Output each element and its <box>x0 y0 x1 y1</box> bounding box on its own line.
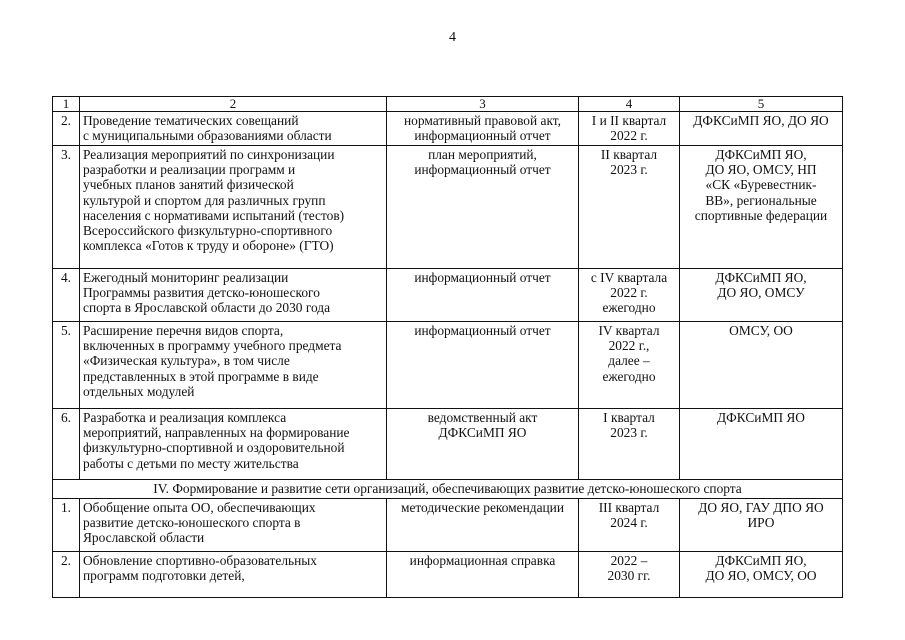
result-document: информационный отчет <box>387 269 579 322</box>
row-number: 2. <box>53 112 80 146</box>
activity-name: Ежегодный мониторинг реализации Программы развития детско-юношеского спорта в Ярославской области до 2030 года <box>80 269 387 322</box>
row-number: 5. <box>53 322 80 409</box>
responsible: ДФКСиМП ЯО, ДО ЯО, ОМСУ, НП «СК «Буревестник- ВВ», региональные спортивные федерации <box>680 146 843 269</box>
column-number-4: 4 <box>579 97 680 112</box>
responsible: ОМСУ, ОО <box>680 322 843 409</box>
plan-table <box>52 96 843 598</box>
deadline: I и II квартал 2022 г. <box>579 112 680 146</box>
responsible: ДФКСиМП ЯО <box>680 409 843 480</box>
result-document: информационный отчет <box>387 322 579 409</box>
responsible: ДФКСиМП ЯО, ДО ЯО, ОМСУ <box>680 269 843 322</box>
activity-name: Реализация мероприятий по синхронизации разработки и реализации программ и учебных планов занятий физической культурой и спортом для различных групп населения с нормативами испытаний (тестов) Всероссийского физкультурно-спортивного комплекса «Готов к труду и обороне» (ГТО) <box>80 146 387 269</box>
table-row <box>53 409 843 480</box>
row-number: 6. <box>53 409 80 480</box>
activity-name: Разработка и реализация комплекса мероприятий, направленных на формирование физкультурно-спортивной и оздоровительной работы с детьми по месту жительства <box>80 409 387 480</box>
result-document: информационная справка <box>387 552 579 598</box>
activity-name: Расширение перечня видов спорта, включенных в программу учебного предмета «Физическая культура», в том числе представленных в этой программе в виде отдельных модулей <box>80 322 387 409</box>
result-document: ведомственный акт ДФКСиМП ЯО <box>387 409 579 480</box>
table-row <box>53 552 843 598</box>
deadline: 2022 – 2030 гг. <box>579 552 680 598</box>
responsible: ДО ЯО, ГАУ ДПО ЯО ИРО <box>680 499 843 552</box>
activity-name: Обновление спортивно-образовательных программ подготовки детей, <box>80 552 387 598</box>
table-row <box>53 499 843 552</box>
row-number: 1. <box>53 499 80 552</box>
page-number: 4 <box>449 30 456 45</box>
result-document: методические рекомендации <box>387 499 579 552</box>
table-row <box>53 112 843 146</box>
table-row <box>53 146 843 269</box>
section-heading-row <box>53 480 843 499</box>
column-number-3: 3 <box>387 97 579 112</box>
activity-name: Проведение тематических совещаний с муниципальными образованиями области <box>80 112 387 146</box>
column-number-5: 5 <box>680 97 843 112</box>
column-number-row <box>53 97 843 112</box>
deadline: с IV квартала 2022 г. ежегодно <box>579 269 680 322</box>
responsible: ДФКСиМП ЯО, ДО ЯО <box>680 112 843 146</box>
row-number: 4. <box>53 269 80 322</box>
responsible: ДФКСиМП ЯО, ДО ЯО, ОМСУ, ОО <box>680 552 843 598</box>
row-number: 2. <box>53 552 80 598</box>
deadline: I квартал 2023 г. <box>579 409 680 480</box>
activity-name: Обобщение опыта ОО, обеспечивающих развитие детско-юношеского спорта в Ярославской области <box>80 499 387 552</box>
section-title: IV. Формирование и развитие сети организаций, обеспечивающих развитие детско-юношеского спорта <box>53 480 843 499</box>
result-document: план мероприятий, информационный отчет <box>387 146 579 269</box>
deadline: IV квартал 2022 г., далее – ежегодно <box>579 322 680 409</box>
column-number-2: 2 <box>80 97 387 112</box>
result-document: нормативный правовой акт, информационный отчет <box>387 112 579 146</box>
table-row <box>53 269 843 322</box>
table-row <box>53 322 843 409</box>
deadline: III квартал 2024 г. <box>579 499 680 552</box>
column-number-1: 1 <box>53 97 80 112</box>
row-number: 3. <box>53 146 80 269</box>
deadline: II квартал 2023 г. <box>579 146 680 269</box>
